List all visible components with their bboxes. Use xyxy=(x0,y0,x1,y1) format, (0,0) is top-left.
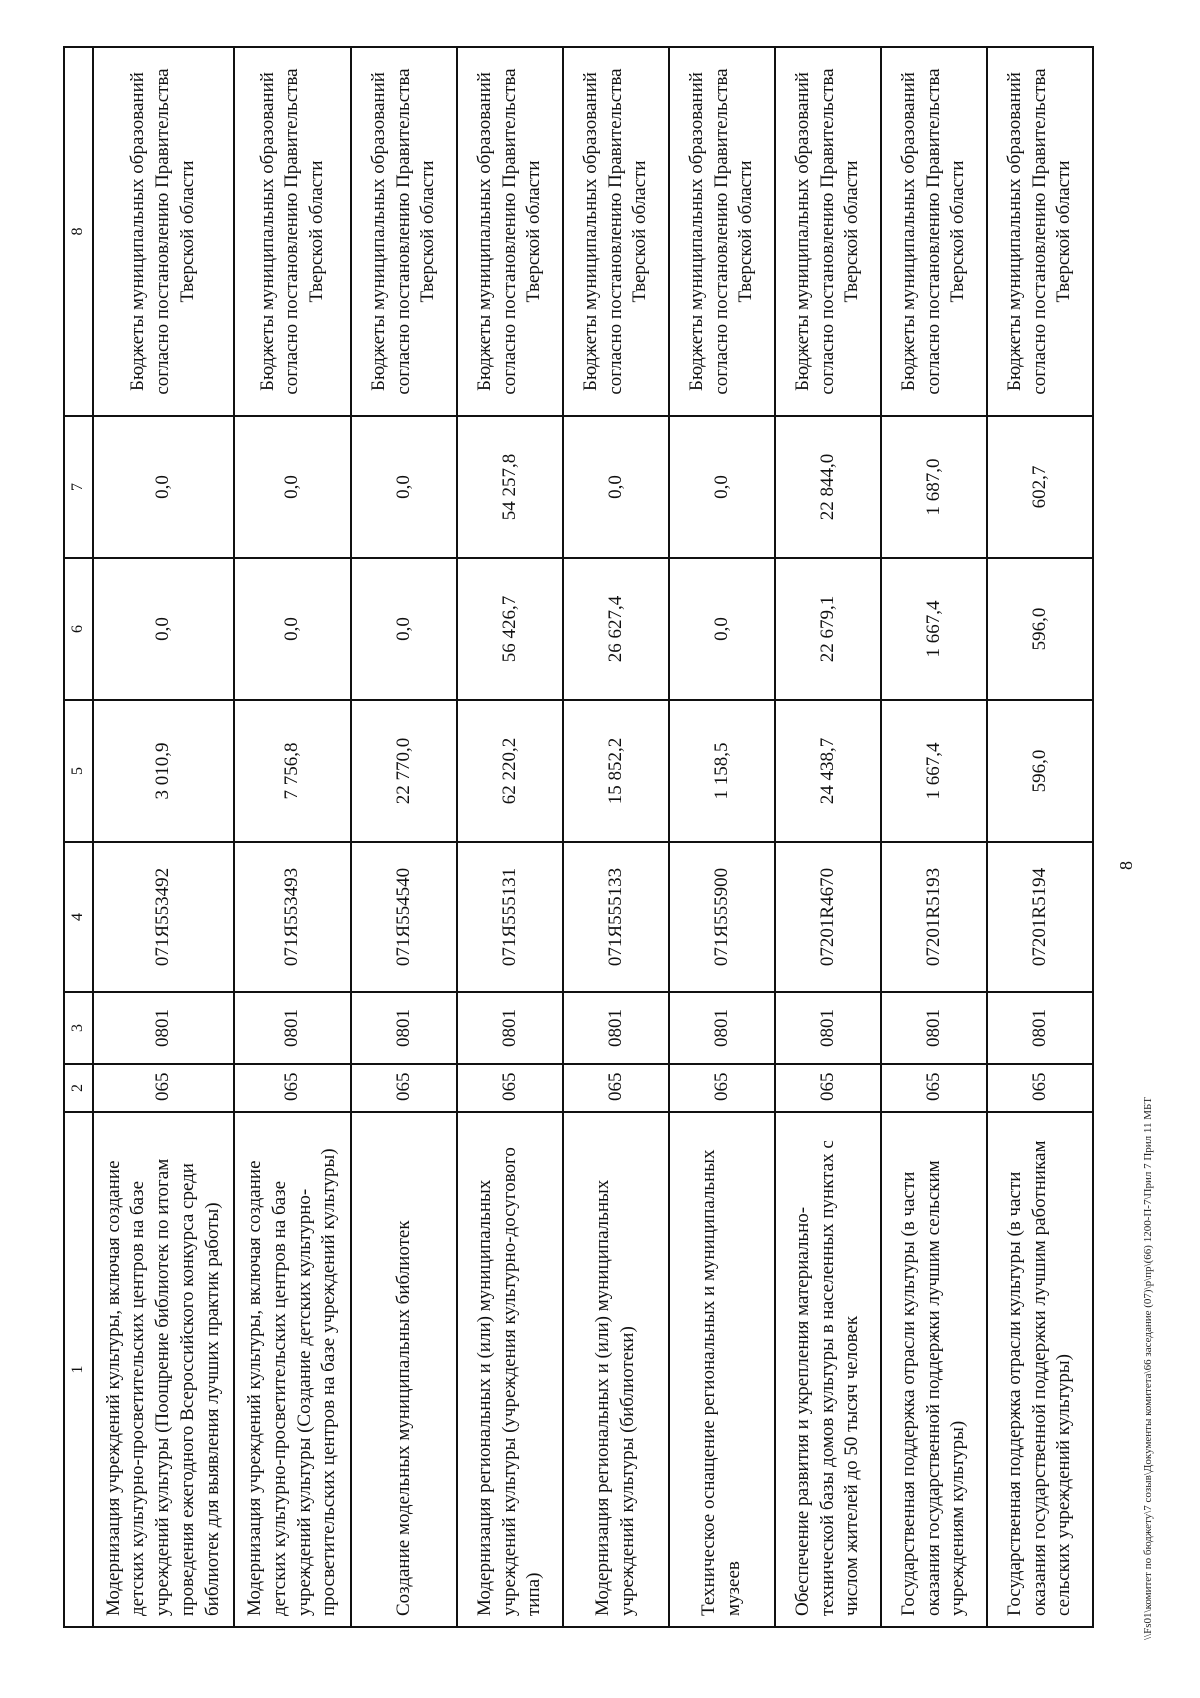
table-cell-c8: Бюджеты муниципальных образований согласно постановлению Правительства Тверской области xyxy=(669,47,775,416)
table-cell-c6: 0,0 xyxy=(93,558,234,700)
table-cell-c2: 065 xyxy=(987,1064,1093,1112)
table-cell-c4: 07201R5193 xyxy=(881,842,987,992)
table-cell-c6: 1 667,4 xyxy=(881,558,987,700)
table-cell-c1: Техническое оснащение региональных и муниципальных музеев xyxy=(669,1112,775,1627)
column-header: 4 xyxy=(64,842,93,992)
column-header: 5 xyxy=(64,700,93,842)
table-cell-c1: Создание модельных муниципальных библиотек xyxy=(351,1112,457,1627)
table-cell-c7: 602,7 xyxy=(987,416,1093,558)
table-cell-c2: 065 xyxy=(563,1064,669,1112)
table-cell-c8: Бюджеты муниципальных образований согласно постановлению Правительства Тверской области xyxy=(93,47,234,416)
table-cell-c4: 07201R5194 xyxy=(987,842,1093,992)
column-header: 2 xyxy=(64,1064,93,1112)
page-number: 8 xyxy=(1116,861,1136,870)
table-body xyxy=(64,47,1093,1627)
table-cell-c7: 0,0 xyxy=(234,416,351,558)
column-header: 3 xyxy=(64,992,93,1064)
table-cell-c3: 0801 xyxy=(881,992,987,1064)
table-cell-c7: 0,0 xyxy=(563,416,669,558)
budget-table xyxy=(63,46,1094,1628)
table-cell-c3: 0801 xyxy=(93,992,234,1064)
table-cell-c3: 0801 xyxy=(669,992,775,1064)
table-row xyxy=(93,47,234,1627)
table-cell-c1: Модернизация региональных и (или) муниципальных учреждений культуры (учреждения культурно-досугового типа) xyxy=(457,1112,563,1627)
table-cell-c1: Модернизация учреждений культуры, включая создание детских культурно-просветительских центров на базе учреждений культуры (Поощрение библиотек по итогам проведения ежегодного Всероссийского конкурса среди библиотек для выявления лучших практик работы) xyxy=(93,1112,234,1627)
table-cell-c3: 0801 xyxy=(234,992,351,1064)
table-cell-c3: 0801 xyxy=(775,992,881,1064)
table-cell-c8: Бюджеты муниципальных образований согласно постановлению Правительства Тверской области xyxy=(775,47,881,416)
table-cell-c7: 54 257,8 xyxy=(457,416,563,558)
table-cell-c4: 071Я554540 xyxy=(351,842,457,992)
table-cell-c6: 0,0 xyxy=(234,558,351,700)
table-row xyxy=(563,47,669,1627)
table-cell-c6: 22 679,1 xyxy=(775,558,881,700)
table-cell-c3: 0801 xyxy=(457,992,563,1064)
table-cell-c7: 0,0 xyxy=(351,416,457,558)
header-row xyxy=(64,47,93,1627)
table-cell-c7: 22 844,0 xyxy=(775,416,881,558)
table-cell-c1: Обеспечение развития и укрепления материально-технической базы домов культуры в населенных пунктах с числом жителей до 50 тысяч человек xyxy=(775,1112,881,1627)
table-cell-c8: Бюджеты муниципальных образований согласно постановлению Правительства Тверской области xyxy=(457,47,563,416)
table-cell-c4: 071Я555900 xyxy=(669,842,775,992)
table-cell-c4: 071Я553493 xyxy=(234,842,351,992)
table-cell-c2: 065 xyxy=(351,1064,457,1112)
table-cell-c1: Модернизация региональных и (или) муниципальных учреждений культуры (библиотеки) xyxy=(563,1112,669,1627)
table-cell-c5: 15 852,2 xyxy=(563,700,669,842)
column-header: 6 xyxy=(64,558,93,700)
table-cell-c3: 0801 xyxy=(351,992,457,1064)
table-cell-c2: 065 xyxy=(881,1064,987,1112)
table-cell-c8: Бюджеты муниципальных образований согласно постановлению Правительства Тверской области xyxy=(234,47,351,416)
table-cell-c5: 22 770,0 xyxy=(351,700,457,842)
file-path-footer: \\Fs01\комитет по бюджету\7 созыв\Документы комитета\66 заседание (07)\p\пр\(66) 1200-П-7\Прил 7 Прил 11 МБТ xyxy=(1142,1097,1154,1640)
table-cell-c1: Государственная поддержка отрасли культуры (в части оказания государственной поддержки лучшим работникам сельских учреждений культуры) xyxy=(987,1112,1093,1627)
table-cell-c5: 24 438,7 xyxy=(775,700,881,842)
table-cell-c4: 071Я553492 xyxy=(93,842,234,992)
rotated-page xyxy=(48,30,1172,1650)
table-cell-c3: 0801 xyxy=(987,992,1093,1064)
table-cell-c6: 56 426,7 xyxy=(457,558,563,700)
table-cell-c7: 0,0 xyxy=(669,416,775,558)
table-cell-c7: 1 687,0 xyxy=(881,416,987,558)
column-header: 1 xyxy=(64,1112,93,1627)
table-cell-c8: Бюджеты муниципальных образований согласно постановлению Правительства Тверской области xyxy=(881,47,987,416)
table-cell-c5: 3 010,9 xyxy=(93,700,234,842)
table-cell-c3: 0801 xyxy=(563,992,669,1064)
table-cell-c5: 1 158,5 xyxy=(669,700,775,842)
table-cell-c5: 1 667,4 xyxy=(881,700,987,842)
table-row xyxy=(881,47,987,1627)
table-row xyxy=(669,47,775,1627)
table-cell-c6: 0,0 xyxy=(351,558,457,700)
table-cell-c2: 065 xyxy=(457,1064,563,1112)
table-cell-c2: 065 xyxy=(234,1064,351,1112)
table-cell-c7: 0,0 xyxy=(93,416,234,558)
column-header: 8 xyxy=(64,47,93,416)
table-cell-c5: 7 756,8 xyxy=(234,700,351,842)
table-cell-c1: Модернизация учреждений культуры, включая создание детских культурно-просветительских центров на базе учреждений культуры (Создание детских культурно-просветительских центров на базе учреждений культуры) xyxy=(234,1112,351,1627)
table-cell-c5: 596,0 xyxy=(987,700,1093,842)
table-row xyxy=(987,47,1093,1627)
table-cell-c6: 26 627,4 xyxy=(563,558,669,700)
table-cell-c5: 62 220,2 xyxy=(457,700,563,842)
table-row xyxy=(234,47,351,1627)
table-cell-c2: 065 xyxy=(775,1064,881,1112)
table-row xyxy=(775,47,881,1627)
table-cell-c4: 07201R4670 xyxy=(775,842,881,992)
table-cell-c2: 065 xyxy=(669,1064,775,1112)
table-cell-c8: Бюджеты муниципальных образований согласно постановлению Правительства Тверской области xyxy=(987,47,1093,416)
table-row xyxy=(457,47,563,1627)
table-row xyxy=(351,47,457,1627)
column-header: 7 xyxy=(64,416,93,558)
table-cell-c1: Государственная поддержка отрасли культуры (в части оказания государственной поддержки лучшим сельским учреждениям культуры) xyxy=(881,1112,987,1627)
table-cell-c8: Бюджеты муниципальных образований согласно постановлению Правительства Тверской области xyxy=(351,47,457,416)
table-cell-c2: 065 xyxy=(93,1064,234,1112)
table-cell-c4: 071Я555131 xyxy=(457,842,563,992)
table-cell-c4: 071Я555133 xyxy=(563,842,669,992)
table-cell-c6: 0,0 xyxy=(669,558,775,700)
table-cell-c6: 596,0 xyxy=(987,558,1093,700)
table-cell-c8: Бюджеты муниципальных образований согласно постановлению Правительства Тверской области xyxy=(563,47,669,416)
